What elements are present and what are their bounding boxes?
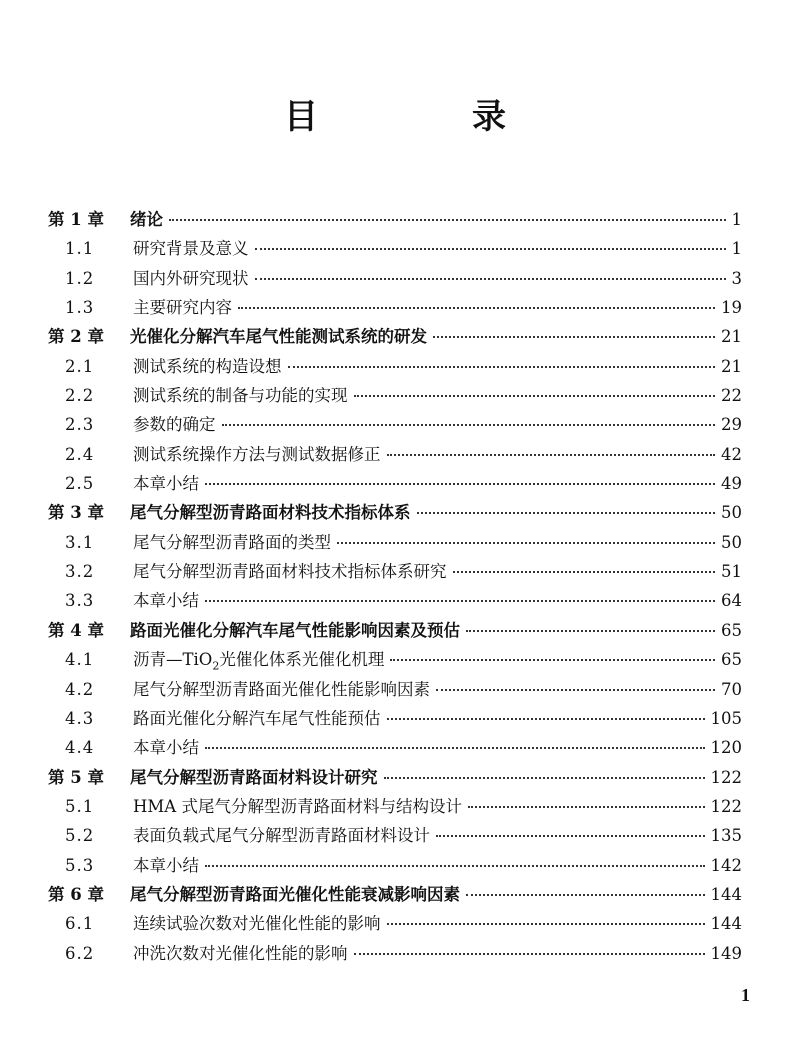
dot-leader — [436, 689, 715, 691]
section-title: 连续试验次数对光催化性能的影响 — [133, 914, 381, 934]
toc-section-4-2[interactable] — [48, 676, 742, 705]
chapter-title: 绪论 — [130, 210, 163, 229]
page-number: 149 — [710, 943, 742, 963]
dot-leader — [354, 395, 716, 397]
page-number: 1 — [731, 210, 742, 229]
dot-leader — [387, 923, 705, 925]
page-number: 19 — [721, 298, 742, 318]
section-title: 本章小结 — [133, 474, 199, 494]
toc-chapter-4[interactable] — [48, 617, 742, 646]
page-number: 122 — [710, 767, 742, 787]
chapter-title: 路面光催化分解汽车尾气性能影响因素及预估 — [130, 620, 460, 640]
page-number: 51 — [721, 562, 742, 582]
dot-leader — [205, 483, 715, 485]
section-number: 1.3 — [65, 298, 95, 318]
page-number: 42 — [721, 444, 742, 464]
page-number: 120 — [710, 738, 742, 758]
page-number: 105 — [710, 708, 742, 728]
toc-section-2-1[interactable] — [48, 353, 742, 382]
page-number: 22 — [721, 386, 742, 406]
section-number: 2.3 — [65, 415, 95, 435]
toc-section-2-4[interactable] — [48, 441, 742, 470]
section-title: 研究背景及意义 — [133, 239, 249, 259]
page-number: 50 — [721, 532, 742, 552]
chapter-number: 第 2 章 — [48, 327, 104, 347]
section-number: 2.5 — [65, 474, 95, 494]
dot-leader — [205, 747, 705, 749]
toc-section-2-5[interactable] — [48, 470, 742, 499]
section-title: 尾气分解型沥青路面材料技术指标体系研究 — [133, 562, 447, 582]
page-number: 21 — [721, 356, 742, 376]
section-number: 5.3 — [65, 855, 95, 875]
folio-page-number: 1 — [741, 985, 750, 1005]
section-number: 4.1 — [65, 650, 95, 670]
dot-leader — [468, 806, 705, 808]
toc-chapter-2[interactable] — [48, 323, 742, 352]
dot-leader — [255, 248, 726, 250]
section-number: 2.2 — [65, 386, 95, 406]
dot-leader — [288, 366, 716, 368]
toc-section-1-3[interactable] — [48, 294, 742, 323]
chapter-title: 光催化分解汽车尾气性能测试系统的研发 — [130, 327, 427, 347]
toc-section-5-2[interactable] — [48, 822, 742, 851]
dot-leader — [205, 600, 715, 602]
page-number: 3 — [731, 268, 742, 288]
section-number: 3.1 — [65, 532, 95, 552]
section-number: 1.2 — [65, 268, 95, 288]
section-title: 本章小结 — [133, 855, 199, 875]
page-number: 122 — [710, 796, 742, 816]
chapter-title: 尾气分解型沥青路面材料技术指标体系 — [130, 503, 411, 523]
toc-section-1-2[interactable] — [48, 265, 742, 294]
chapter-title: 尾气分解型沥青路面材料设计研究 — [130, 767, 378, 787]
dot-leader — [384, 777, 705, 779]
toc-section-3-2[interactable] — [48, 558, 742, 587]
dot-leader — [466, 894, 705, 896]
chapter-number: 第 1 章 — [48, 210, 104, 229]
toc-chapter-1[interactable] — [48, 206, 742, 235]
chapter-number: 第 5 章 — [48, 767, 104, 787]
dot-leader — [222, 424, 716, 426]
toc-section-6-2[interactable] — [48, 940, 742, 969]
section-number: 3.3 — [65, 591, 95, 611]
toc-section-1-1[interactable] — [48, 235, 742, 264]
section-title: 主要研究内容 — [133, 298, 232, 318]
dot-leader — [466, 630, 715, 632]
table-of-contents — [48, 206, 742, 969]
chapter-number: 第 4 章 — [48, 620, 104, 640]
toc-section-2-3[interactable] — [48, 411, 742, 440]
toc-section-5-1[interactable] — [48, 793, 742, 822]
dot-leader — [337, 542, 715, 544]
section-number: 3.2 — [65, 562, 95, 582]
page-number: 70 — [721, 679, 742, 699]
dot-leader — [169, 219, 726, 221]
page-number: 1 — [731, 239, 742, 259]
section-title: 测试系统操作方法与测试数据修正 — [133, 444, 381, 464]
section-title: 测试系统的制备与功能的实现 — [133, 386, 348, 406]
page-number: 144 — [710, 884, 742, 904]
toc-section-3-3[interactable] — [48, 587, 742, 616]
section-title: 尾气分解型沥青路面光催化性能影响因素 — [133, 679, 430, 699]
dot-leader — [238, 307, 715, 309]
section-title: 冲洗次数对光催化性能的影响 — [133, 943, 348, 963]
page-number: 49 — [721, 474, 742, 494]
page-number: 64 — [721, 591, 742, 611]
page-number: 144 — [710, 914, 742, 934]
section-title: 测试系统的构造设想 — [133, 356, 282, 376]
section-number: 4.2 — [65, 679, 95, 699]
page-number: 65 — [721, 650, 742, 670]
chapter-number: 第 6 章 — [48, 884, 104, 904]
chapter-title: 尾气分解型沥青路面光催化性能衰减影响因素 — [130, 884, 460, 904]
chapter-number: 第 3 章 — [48, 503, 104, 523]
page-number: 50 — [721, 503, 742, 523]
section-title: 参数的确定 — [133, 415, 216, 435]
section-title-part: 光催化体系光催化机理 — [219, 650, 385, 670]
toc-section-5-3[interactable] — [48, 852, 742, 881]
section-title: 国内外研究现状 — [133, 268, 249, 288]
toc-section-6-1[interactable] — [48, 910, 742, 939]
dot-leader — [205, 865, 705, 867]
dot-leader — [390, 659, 715, 661]
dot-leader — [354, 953, 705, 955]
toc-section-4-4[interactable] — [48, 734, 742, 763]
dot-leader — [387, 454, 716, 456]
dot-leader — [433, 336, 715, 338]
section-number: 5.1 — [65, 796, 95, 816]
page-number: 21 — [721, 327, 742, 347]
toc-section-2-2[interactable] — [48, 382, 742, 411]
section-number: 2.1 — [65, 356, 95, 376]
section-number: 6.1 — [65, 914, 95, 934]
section-title: 路面光催化分解汽车尾气性能预估 — [133, 708, 381, 728]
page-number: 65 — [721, 620, 742, 640]
toc-section-4-1[interactable] — [48, 646, 742, 675]
section-number: 4.3 — [65, 708, 95, 728]
section-title — [133, 646, 384, 672]
dot-leader — [255, 278, 726, 280]
toc-chapter-3[interactable] — [48, 499, 742, 528]
section-title: 尾气分解型沥青路面的类型 — [133, 532, 331, 552]
section-number: 4.4 — [65, 738, 95, 758]
subscript: 2 — [212, 659, 220, 673]
page-number: 142 — [710, 855, 742, 875]
section-title: HMA 式尾气分解型沥青路面材料与结构设计 — [133, 796, 462, 816]
section-title: 本章小结 — [133, 738, 199, 758]
section-title-part: 沥青—TiO — [133, 650, 213, 670]
dot-leader — [387, 718, 705, 720]
section-title: 本章小结 — [133, 591, 199, 611]
page-number: 135 — [710, 826, 742, 846]
section-number: 6.2 — [65, 943, 95, 963]
page-title: 目 录 — [284, 97, 566, 137]
dot-leader — [436, 835, 705, 837]
toc-section-4-3[interactable] — [48, 705, 742, 734]
section-number: 5.2 — [65, 826, 95, 846]
dot-leader — [453, 571, 716, 573]
toc-chapter-5[interactable] — [48, 764, 742, 793]
page-number: 29 — [721, 415, 742, 435]
dot-leader — [417, 512, 716, 514]
section-title: 表面负载式尾气分解型沥青路面材料设计 — [133, 826, 430, 846]
section-number: 2.4 — [65, 444, 95, 464]
toc-chapter-6[interactable] — [48, 881, 742, 910]
toc-section-3-1[interactable] — [48, 529, 742, 558]
section-number: 1.1 — [65, 239, 95, 259]
